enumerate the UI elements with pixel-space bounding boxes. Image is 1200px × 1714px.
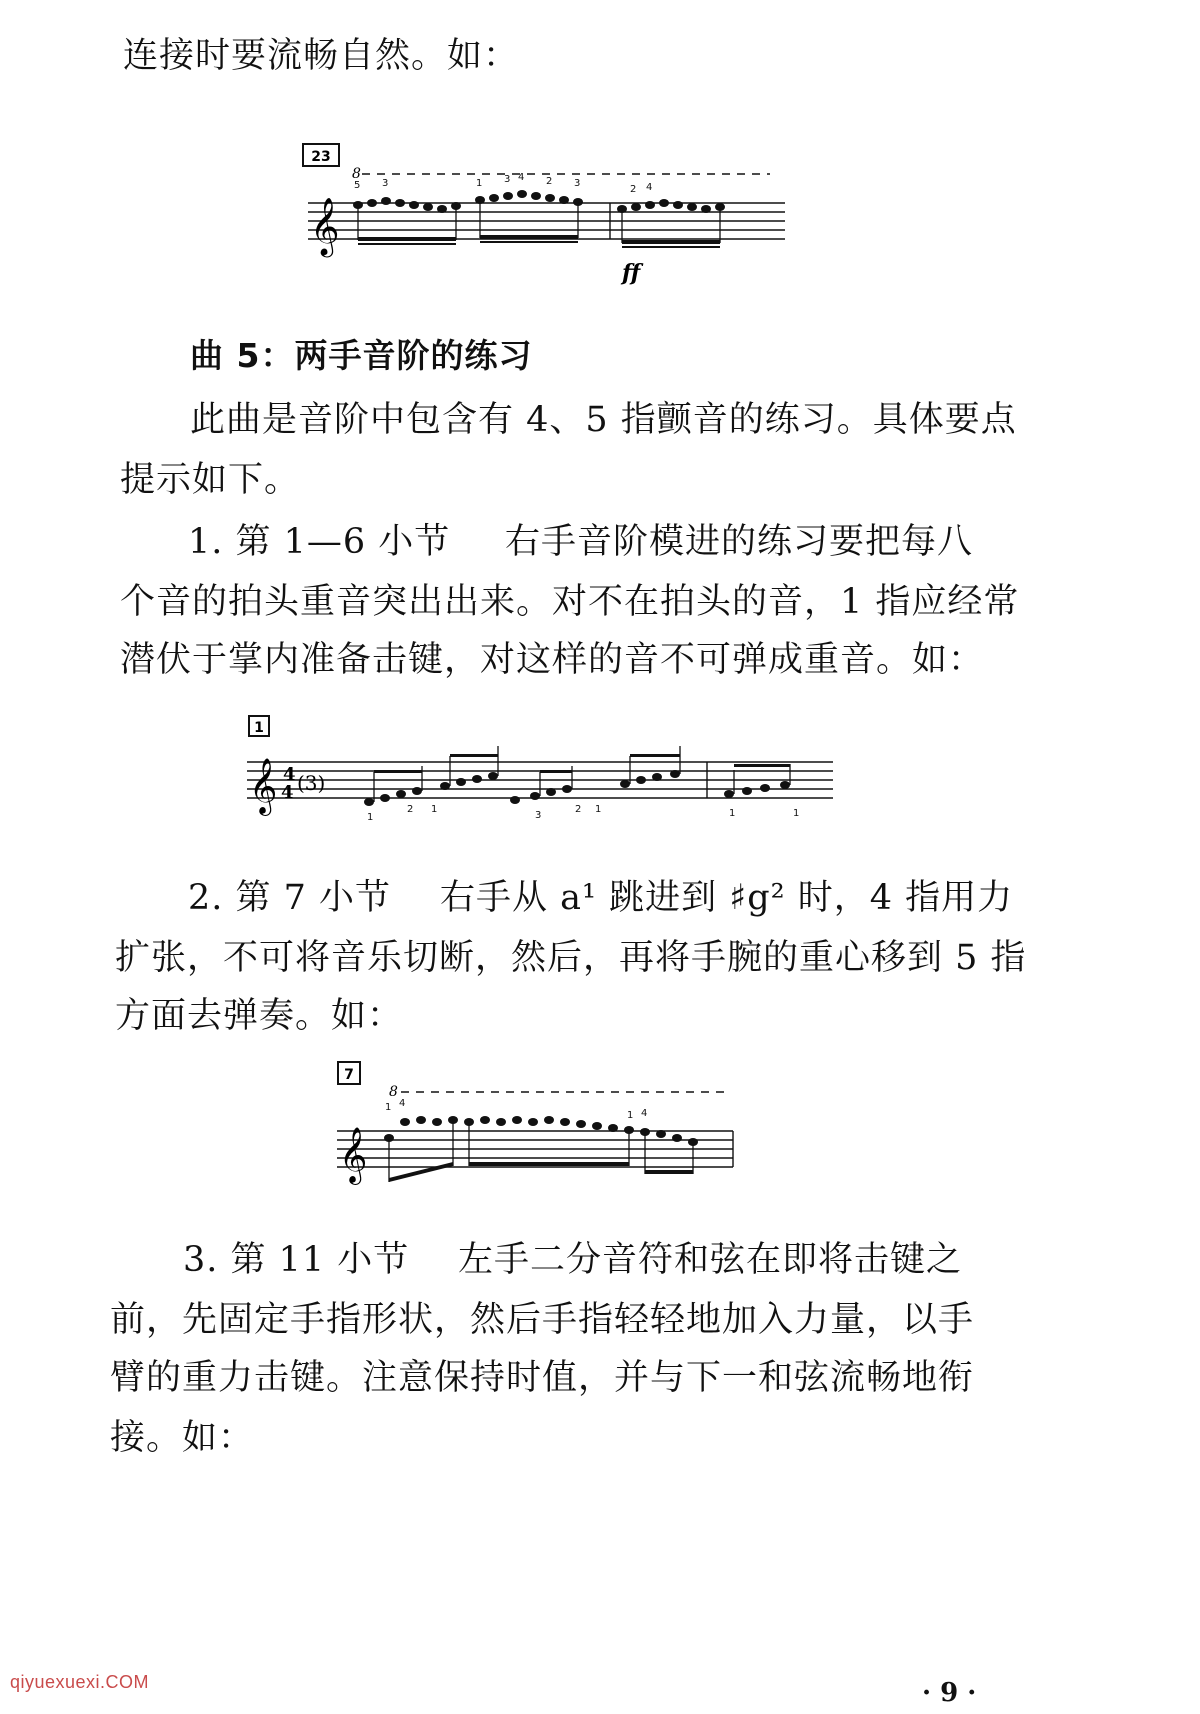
svg-text:4: 4 [281,782,294,803]
svg-text:1: 1 [627,1110,634,1121]
text-line: 左手二分音符和弦在即将击键之 [458,1240,963,1280]
text-line: 扩张，不可将音乐切断，然后，再将手腕的重心移到 5 指 [115,938,1027,978]
time-signature-alt: (3) [297,771,326,795]
watermark: qiyuexuexi.COM [10,1672,150,1692]
ottava-mark: 8 [352,166,361,182]
svg-text:1: 1 [431,804,438,815]
text-line: 接。如： [110,1418,255,1458]
svg-text:2: 2 [407,804,414,815]
svg-text:3: 3 [504,174,511,185]
treble-clef-icon: 𝄞 [249,758,278,814]
measure-number: 7 [344,1067,354,1083]
svg-text:4: 4 [646,182,653,193]
svg-text:2: 2 [630,184,637,195]
svg-text:4: 4 [399,1098,406,1109]
music-example-3 [335,1058,755,1188]
text-line: 右手从 a¹ 跳进到 ♯g² 时，4 指用力 [440,878,1014,918]
text-line: 前，先固定手指形状，然后手指轻轻地加入力量，以手 [110,1300,975,1340]
point-2-label: 2. 第 7 小节 [188,878,392,918]
measure-number: 23 [311,149,331,165]
svg-text:1: 1 [793,808,800,819]
text-line: 方面去弹奏。如： [115,996,404,1036]
svg-text:1: 1 [729,808,736,819]
svg-text:3: 3 [382,178,389,189]
music-example-1 [300,140,800,290]
svg-text:3: 3 [574,178,581,189]
ottava-mark: 8 [389,1084,398,1100]
text-line: 右手音阶模进的练习要把每八 [505,522,974,562]
point-1-label: 1. 第 1—6 小节 [188,522,451,562]
dynamic-mark: ff [622,260,641,286]
svg-text:2: 2 [575,804,582,815]
music-example-2 [245,712,845,832]
svg-text:4: 4 [641,1108,648,1119]
svg-text:1: 1 [385,1102,392,1113]
notes [353,190,725,213]
time-signature: 4 [283,764,296,785]
treble-clef-icon: 𝄞 [339,1127,368,1183]
svg-text:5: 5 [354,180,361,191]
point-3-label: 3. 第 11 小节 [183,1240,410,1280]
measure-number: 1 [254,720,264,736]
treble-clef-icon: 𝄞 [310,197,340,255]
section-heading: 曲 5：两手音阶的练习 [190,336,533,375]
svg-text:1: 1 [476,178,483,189]
text-line: 提示如下。 [120,460,301,500]
svg-text:4: 4 [518,172,525,183]
svg-text:3: 3 [535,810,542,821]
svg-text:1: 1 [595,804,602,815]
svg-text:2: 2 [546,176,553,187]
text-line: 个音的拍头重音突出出来。对不在拍头的音，1 指应经常 [120,582,1020,622]
svg-text:1: 1 [367,812,374,823]
page-number: · 9 · [922,1678,977,1708]
text-line: 此曲是音阶中包含有 4、5 指颤音的练习。具体要点 [190,400,1017,440]
text-line: 连接时要流畅自然。如： [123,36,520,76]
text-line: 潜伏于掌内准备击键，对这样的音不可弹成重音。如： [120,640,985,680]
text-line: 臂的重力击键。注意保持时值，并与下一和弦流畅地衔 [110,1358,975,1398]
